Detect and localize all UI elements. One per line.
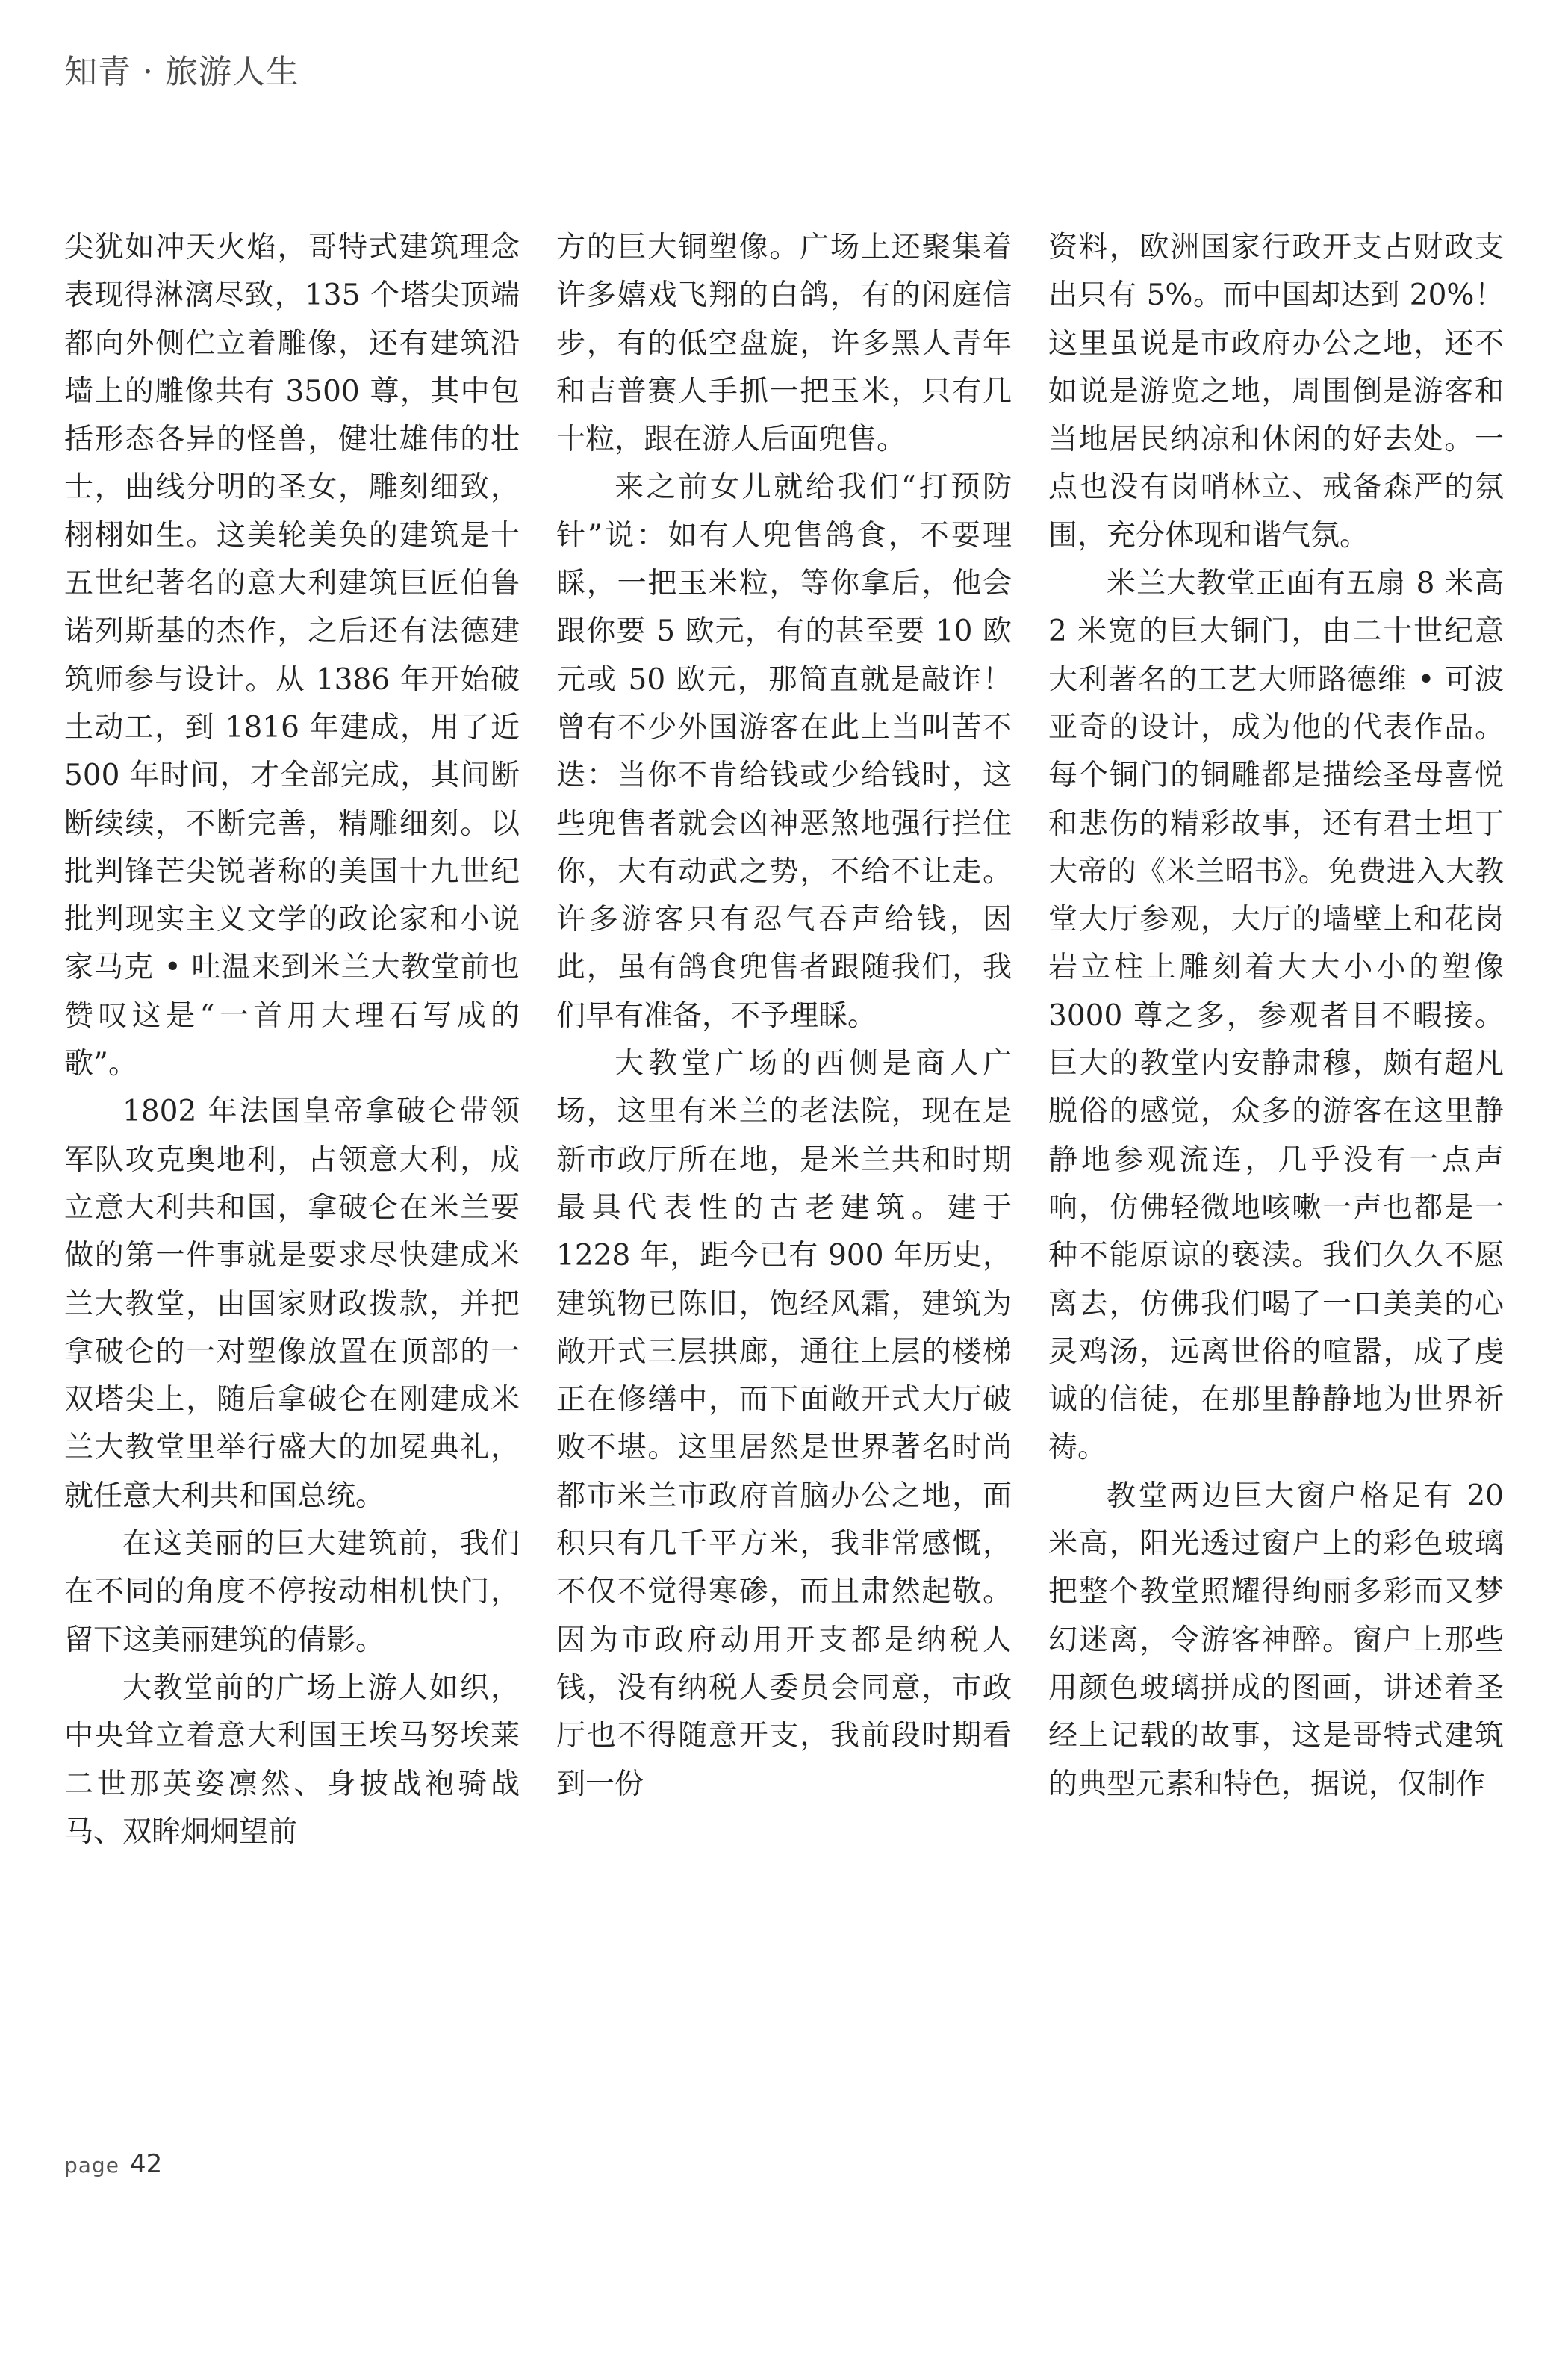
paragraph: 尖犹如冲天火焰，哥特式建筑理念表现得淋漓尽致，135 个塔尖顶端都向外侧伫立着雕像，还有建筑沿墙上的雕像共有 3500 尊，其中包括形态各异的怪兽，健壮雄伟的壮士，曲线分明的圣女，雕刻细致，栩栩如生。这美轮美奂的建筑是十五世纪著名的意大利建筑巨匠伯鲁诺列斯基的杰作，之后还有法德建筑师参与设计。从 1386 年开始破土动工，到 1816 年建成，用了近 500 年时间，才全部完成，其间断断续续，不断完善，精雕细刻。以批判锋芒尖锐著称的美国十九世纪批判现实主义文学的政论家和小说家马克 • 吐温来到米兰大教堂前也赞叹这是“一首用大理石写成的歌”。 — [64, 231, 520, 1081]
paragraph: 在这美丽的巨大建筑前，我们在不同的角度不停按动相机快门，留下这美丽建筑的倩影。 — [64, 1527, 520, 1657]
text-column-1 — [64, 224, 520, 2151]
paragraph: 大教堂广场的西侧是商人广场，这里有米兰的老法院，现在是新市政厅所在地，是米兰共和时期最具代表性的古老建筑。建于 1228 年，距今已有 900 年历史，建筑物已陈旧，饱经风霜，建筑为敞开式三层拱廊，通往上层的楼梯正在修缮中，而下面敞开式大厅破败不堪。这里居然是世界著名时尚都市米兰市政府首脑办公之地，面积只有几千平方米，我非常感慨，不仅不觉得寒碜，而且肃然起敬。因为市政府动用开支都是纳税人钱，没有纳税人委员会同意，市政厅也不得随意开支，我前段时期看到一份 — [556, 1047, 1012, 1801]
paragraph: 资料，欧洲国家行政开支占财政支出只有 5%。而中国却达到 20%！这里虽说是市政府办公之地，还不如说是游览之地，周围倒是游客和当地居民纳凉和休闲的好去处。一点也没有岗哨林立、戒备森严的氛围，充分体现和谐气氛。 — [1048, 231, 1504, 553]
section-header: 知青 · 旅游人生 — [64, 53, 299, 91]
paragraph: 教堂两边巨大窗户格足有 20 米高，阳光透过窗户上的彩色玻璃把整个教堂照耀得绚丽多彩而又梦幻迷离，令游客神醉。窗户上那些用颜色玻璃拼成的图画，讲述着圣经上记载的故事，这是哥特式建筑的典型元素和特色，据说，仅制作 — [1048, 1479, 1504, 1801]
paragraph: 1802 年法国皇帝拿破仑带领军队攻克奥地利，占领意大利，成立意大利共和国，拿破仑在米兰要做的第一件事就是要求尽快建成米兰大教堂，由国家财政拨款，并把拿破仑的一对塑像放置在顶部的一双塔尖上，随后拿破仑在刚建成米兰大教堂里举行盛大的加冕典礼，就任意大利共和国总统。 — [64, 1095, 520, 1513]
page-label: page — [64, 2153, 119, 2178]
article-body — [64, 224, 1504, 2151]
page-footer — [64, 2149, 162, 2179]
text-column-2 — [556, 224, 1012, 2151]
paragraph: 大教堂前的广场上游人如织，中央耸立着意大利国王埃马努埃莱二世那英姿凛然、身披战袍骑战马、双眸炯炯望前 — [64, 1670, 520, 1849]
text-column-3 — [1048, 224, 1504, 2151]
paragraph: 方的巨大铜塑像。广场上还聚集着许多嬉戏飞翔的白鸽，有的闲庭信步，有的低空盘旋，许多黑人青年和吉普赛人手抓一把玉米，只有几十粒，跟在游人后面兜售。 — [556, 231, 1012, 457]
paragraph: 米兰大教堂正面有五扇 8 米高 2 米宽的巨大铜门，由二十世纪意大利著名的工艺大师路德维 • 可波亚奇的设计，成为他的代表作品。每个铜门的铜雕都是描绘圣母喜悦和悲伤的精彩故事，还有君士坦丁大帝的《米兰昭书》。免费进入大教堂大厅参观，大厅的墙壁上和花岗岩立柱上雕刻着大大小小的塑像 3000 尊之多，参观者目不暇接。巨大的教堂内安静肃穆，颇有超凡脱俗的感觉，众多的游客在这里静静地参观流连，几乎没有一点声响，仿佛轻微地咳嗽一声也都是一种不能原谅的亵渎。我们久久不愿离去，仿佛我们喝了一口美美的心灵鸡汤，远离世俗的喧嚣，成了虔诚的信徒，在那里静静地为世界祈祷。 — [1048, 567, 1504, 1465]
page-number: 42 — [129, 2149, 163, 2179]
paragraph: 来之前女儿就给我们“打预防针”说：如有人兜售鸽食，不要理睬，一把玉米粒，等你拿后，他会跟你要 5 欧元，有的甚至要 10 欧元或 50 欧元，那简直就是敲诈！曾有不少外国游客在此上当叫苦不迭：当你不肯给钱或少给钱时，这些兜售者就会凶神恶煞地强行拦住你，大有动武之势，不给不让走。许多游客只有忍气吞声给钱，因此，虽有鸽食兜售者跟随我们，我们早有准备，不予理睬。 — [556, 470, 1012, 1033]
